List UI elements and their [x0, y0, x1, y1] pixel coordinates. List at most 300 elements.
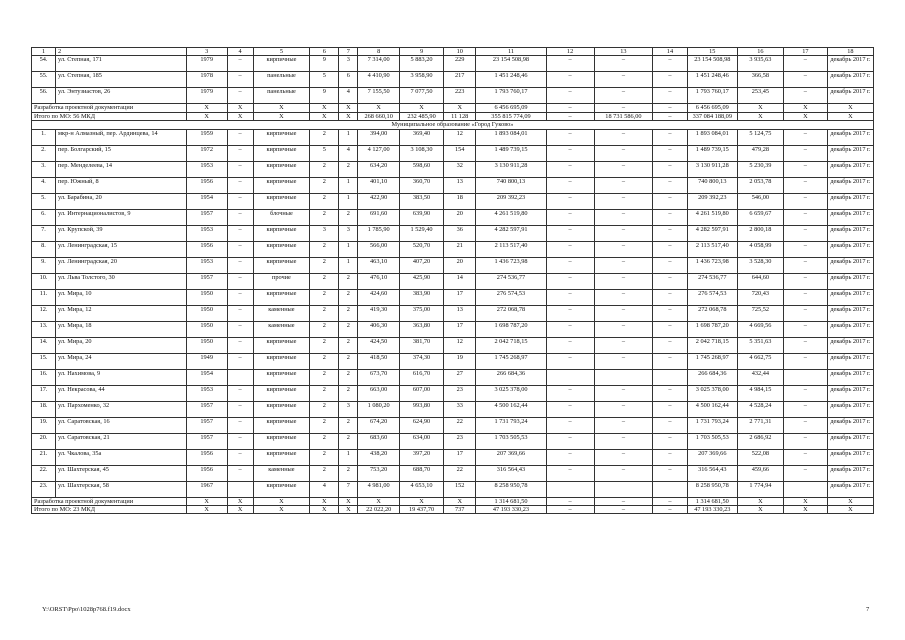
- table-cell: –: [653, 112, 688, 120]
- table-cell: 7 077,50: [400, 88, 444, 104]
- table-cell: [783, 369, 827, 385]
- table-cell: 2: [310, 449, 339, 465]
- table-cell: 253,45: [737, 88, 783, 104]
- table-cell: 23 154 508,98: [687, 56, 737, 72]
- table-cell: X: [310, 506, 339, 514]
- table-cell: 1957: [186, 433, 227, 449]
- table-cell: –: [594, 353, 653, 369]
- table-cell: 2: [339, 337, 358, 353]
- table-cell: –: [546, 433, 594, 449]
- table-cell: ул. Мира, 12: [56, 305, 187, 321]
- table-cell: 2: [310, 433, 339, 449]
- table-cell: 1950: [186, 289, 227, 305]
- table-cell: 1 436 723,98: [476, 257, 546, 273]
- table-cell: 1953: [186, 225, 227, 241]
- table-cell: 2: [339, 353, 358, 369]
- table-cell: X: [827, 497, 873, 505]
- table-cell: 1959: [186, 129, 227, 145]
- table-cell: ул. Шахтерская, 45: [56, 465, 187, 481]
- table-row: [32, 289, 874, 305]
- table-cell: 9: [400, 48, 444, 56]
- table-cell: 8.: [32, 241, 56, 257]
- table-row: [32, 273, 874, 289]
- table-cell: 644,60: [737, 273, 783, 289]
- table-cell: –: [783, 401, 827, 417]
- table-cell: 2: [310, 257, 339, 273]
- table-cell: –: [227, 72, 253, 88]
- table-cell: –: [227, 433, 253, 449]
- table-cell: –: [783, 129, 827, 145]
- table-cell: –: [783, 88, 827, 104]
- table-cell: 1 745 268,97: [687, 353, 737, 369]
- page-number: 7: [866, 606, 870, 613]
- table-cell: 17: [444, 321, 476, 337]
- table-cell: каменные: [253, 305, 309, 321]
- table-cell: –: [546, 209, 594, 225]
- table-cell: 2: [310, 161, 339, 177]
- table-row: [32, 369, 874, 385]
- table-cell: 21.: [32, 449, 56, 465]
- table-cell: –: [783, 433, 827, 449]
- table-cell: 2 042 718,15: [687, 337, 737, 353]
- table-cell: X: [783, 112, 827, 120]
- table-cell: 740 800,13: [687, 177, 737, 193]
- table-cell: 4 282 597,91: [687, 225, 737, 241]
- table-cell: 463,10: [358, 257, 400, 273]
- table-cell: кирпичные: [253, 161, 309, 177]
- design-docs-row: [32, 104, 874, 112]
- table-cell: –: [653, 417, 688, 433]
- table-cell: X: [186, 104, 227, 112]
- table-cell: X: [737, 104, 783, 112]
- table-cell: 337 084 188,09: [687, 112, 737, 120]
- table-cell: 316 564,43: [476, 465, 546, 481]
- table-cell: –: [653, 161, 688, 177]
- table-cell: 1972: [186, 145, 227, 161]
- table-cell: 1 314 681,50: [687, 497, 737, 505]
- table-cell: 1979: [186, 56, 227, 72]
- table-cell: кирпичные: [253, 369, 309, 385]
- table-cell: –: [546, 177, 594, 193]
- table-cell: 5 351,63: [737, 337, 783, 353]
- table-cell: 2: [310, 465, 339, 481]
- table-cell: [653, 481, 688, 497]
- table-cell: декабрь 2017 г.: [827, 129, 873, 145]
- table-cell: X: [186, 506, 227, 514]
- table-cell: 383,50: [400, 193, 444, 209]
- table-cell: 12.: [32, 305, 56, 321]
- table-cell: 624,90: [400, 417, 444, 433]
- table-cell: –: [594, 273, 653, 289]
- table-cell: X: [737, 506, 783, 514]
- table-cell: 1957: [186, 209, 227, 225]
- table-cell: 1.: [32, 129, 56, 145]
- table-cell: ул. Мира, 18: [56, 321, 187, 337]
- table-cell: 2: [310, 401, 339, 417]
- table-cell: 2 113 517,40: [687, 241, 737, 257]
- table-cell: декабрь 2017 г.: [827, 145, 873, 161]
- table-cell: 5: [310, 72, 339, 88]
- table-cell: –: [653, 209, 688, 225]
- table-cell: 1956: [186, 449, 227, 465]
- table-cell: X: [339, 112, 358, 120]
- table-cell: ул. Мира, 20: [56, 337, 187, 353]
- table-cell: 1 785,90: [358, 225, 400, 241]
- table-cell: 36: [444, 225, 476, 241]
- table-cell: 1950: [186, 305, 227, 321]
- table-cell: 2: [310, 369, 339, 385]
- table-cell: ул. Шахтерская, 58: [56, 481, 187, 497]
- table-cell: –: [546, 289, 594, 305]
- table-cell: прочие: [253, 273, 309, 289]
- table-cell: декабрь 2017 г.: [827, 433, 873, 449]
- table-cell: 1950: [186, 337, 227, 353]
- table-cell: –: [653, 129, 688, 145]
- table-cell: –: [594, 305, 653, 321]
- table-cell: 2: [310, 337, 339, 353]
- table-cell: 2: [339, 321, 358, 337]
- table-cell: –: [783, 465, 827, 481]
- table-cell: –: [594, 257, 653, 273]
- table-cell: 634,20: [358, 161, 400, 177]
- table-cell: 274 536,77: [476, 273, 546, 289]
- table-cell: 2: [310, 289, 339, 305]
- table-cell: ул. Интернационалистов, 9: [56, 209, 187, 225]
- table-row: [32, 145, 874, 161]
- table-cell: –: [594, 161, 653, 177]
- table-row: [32, 257, 874, 273]
- table-cell: пер. Болгарский, 15: [56, 145, 187, 161]
- table-cell: ул. Энтузиастов, 26: [56, 88, 187, 104]
- table-cell: 2: [339, 385, 358, 401]
- table-cell: декабрь 2017 г.: [827, 225, 873, 241]
- table-cell: декабрь 2017 г.: [827, 273, 873, 289]
- table-cell: 2: [339, 273, 358, 289]
- table-cell: кирпичные: [253, 257, 309, 273]
- table-cell: 2 042 718,15: [476, 337, 546, 353]
- table-cell: –: [783, 321, 827, 337]
- table-cell: 691,60: [358, 209, 400, 225]
- table-cell: 1 080,20: [358, 401, 400, 417]
- table-cell: 3: [339, 401, 358, 417]
- table-cell: –: [546, 225, 594, 241]
- table-cell: 47 193 330,23: [476, 506, 546, 514]
- total-row: [32, 112, 874, 120]
- table-cell: 2 800,18: [737, 225, 783, 241]
- table-cell: –: [227, 449, 253, 465]
- table-cell: 1: [339, 449, 358, 465]
- table-cell: X: [227, 104, 253, 112]
- table-cell: ул. Саратовская, 16: [56, 417, 187, 433]
- table-cell: –: [653, 193, 688, 209]
- table-cell: ул. Мира, 24: [56, 353, 187, 369]
- table-cell: –: [783, 417, 827, 433]
- table-cell: –: [653, 337, 688, 353]
- table-cell: 3: [339, 56, 358, 72]
- table-cell: –: [227, 241, 253, 257]
- table-cell: 18: [827, 48, 873, 56]
- table-cell: –: [594, 506, 653, 514]
- table-cell: –: [594, 104, 653, 112]
- table-cell: 1956: [186, 241, 227, 257]
- table-cell: X: [358, 497, 400, 505]
- table-cell: 17: [444, 449, 476, 465]
- table-row: [32, 305, 874, 321]
- table-cell: 3 130 911,28: [687, 161, 737, 177]
- table-header-row: [32, 48, 874, 56]
- table-cell: 1953: [186, 257, 227, 273]
- table-cell: –: [594, 385, 653, 401]
- table-cell: –: [546, 465, 594, 481]
- table-cell: 1: [32, 48, 56, 56]
- table-cell: –: [783, 161, 827, 177]
- table-cell: 418,50: [358, 353, 400, 369]
- table-cell: 1 731 793,24: [476, 417, 546, 433]
- table-cell: X: [783, 104, 827, 112]
- table-cell: –: [653, 257, 688, 273]
- table-cell: 663,00: [358, 385, 400, 401]
- table-cell: –: [653, 72, 688, 88]
- table-cell: X: [358, 104, 400, 112]
- table-cell: кирпичные: [253, 449, 309, 465]
- table-cell: –: [653, 497, 688, 505]
- table-cell: X: [827, 506, 873, 514]
- table-cell: –: [546, 497, 594, 505]
- table-cell: 1950: [186, 321, 227, 337]
- table-cell: –: [653, 353, 688, 369]
- table-cell: 674,20: [358, 417, 400, 433]
- table-cell: [546, 481, 594, 497]
- table-cell: 8 258 950,78: [476, 481, 546, 497]
- table-cell: –: [546, 506, 594, 514]
- table-cell: –: [783, 193, 827, 209]
- table-cell: X: [783, 497, 827, 505]
- table-cell: 19 437,70: [400, 506, 444, 514]
- table-cell: декабрь 2017 г.: [827, 305, 873, 321]
- table-cell: –: [546, 337, 594, 353]
- table-row: [32, 72, 874, 88]
- table-row: [32, 449, 874, 465]
- table-cell: 17.: [32, 385, 56, 401]
- table-cell: –: [783, 305, 827, 321]
- table-cell: 1 774,94: [737, 481, 783, 497]
- table-cell: 232 485,90: [400, 112, 444, 120]
- table-cell: 607,00: [400, 385, 444, 401]
- table-cell: 1957: [186, 417, 227, 433]
- municipality-row: [32, 121, 874, 129]
- table-cell: 3 935,63: [737, 56, 783, 72]
- table-cell: 9: [310, 56, 339, 72]
- table-cell: 4: [339, 145, 358, 161]
- table-cell: 2: [339, 369, 358, 385]
- table-row: [32, 209, 874, 225]
- table-cell: 394,00: [358, 129, 400, 145]
- table-cell: пер. Южный, 8: [56, 177, 187, 193]
- table-cell: 33: [444, 401, 476, 417]
- table-cell: 2: [339, 209, 358, 225]
- table-cell: 4: [339, 88, 358, 104]
- table-cell: 2: [310, 353, 339, 369]
- table-cell: 476,10: [358, 273, 400, 289]
- table-cell: 422,90: [358, 193, 400, 209]
- table-cell: X: [444, 497, 476, 505]
- table-cell: 5: [253, 48, 309, 56]
- table-cell: 2: [310, 385, 339, 401]
- table-cell: ул. Крупской, 39: [56, 225, 187, 241]
- table-cell: декабрь 2017 г.: [827, 72, 873, 88]
- table-cell: 993,80: [400, 401, 444, 417]
- table-cell: 152: [444, 481, 476, 497]
- table-cell: 266 684,36: [476, 369, 546, 385]
- table-cell: 737: [444, 506, 476, 514]
- table-cell: –: [227, 225, 253, 241]
- table-row: [32, 353, 874, 369]
- table-cell: 374,30: [400, 353, 444, 369]
- table-cell: X: [827, 104, 873, 112]
- table-cell: 1954: [186, 193, 227, 209]
- table-cell: кирпичные: [253, 241, 309, 257]
- table-cell: декабрь 2017 г.: [827, 417, 873, 433]
- table-cell: –: [653, 273, 688, 289]
- table-cell: X: [310, 104, 339, 112]
- table-cell: 401,10: [358, 177, 400, 193]
- table-cell: –: [653, 465, 688, 481]
- table-cell: 17: [783, 48, 827, 56]
- table-cell: 381,70: [400, 337, 444, 353]
- table-cell: 209 392,23: [476, 193, 546, 209]
- table-cell: декабрь 2017 г.: [827, 465, 873, 481]
- table-cell: –: [227, 145, 253, 161]
- table-cell: 3: [186, 48, 227, 56]
- municipality-title: Муниципальное образование «Город Гуково»: [32, 121, 874, 129]
- table-cell: 438,20: [358, 449, 400, 465]
- table-cell: 616,70: [400, 369, 444, 385]
- table-cell: 424,60: [358, 289, 400, 305]
- table-cell: –: [546, 353, 594, 369]
- table-cell: –: [653, 177, 688, 193]
- table-cell: пер. Менделеева, 14: [56, 161, 187, 177]
- table-cell: 673,70: [358, 369, 400, 385]
- table-cell: 10.: [32, 273, 56, 289]
- table-cell: –: [227, 56, 253, 72]
- table-cell: 1 451 248,46: [476, 72, 546, 88]
- table-cell: 2: [339, 433, 358, 449]
- table-cell: 1978: [186, 72, 227, 88]
- table-cell: 1957: [186, 273, 227, 289]
- table-cell: –: [227, 385, 253, 401]
- table-cell: 639,90: [400, 209, 444, 225]
- table-cell: [227, 369, 253, 385]
- table-cell: 4: [310, 481, 339, 497]
- table-cell: 14: [653, 48, 688, 56]
- table-cell: –: [783, 145, 827, 161]
- table-cell: кирпичные: [253, 56, 309, 72]
- table-cell: 18: [444, 193, 476, 209]
- table-cell: Итого по МО: 56 МКД: [32, 112, 187, 120]
- table-cell: 272 068,78: [476, 305, 546, 321]
- table-cell: 1 793 760,17: [476, 88, 546, 104]
- table-cell: –: [653, 449, 688, 465]
- table-cell: Итого по МО: 23 МКД: [32, 506, 187, 514]
- table-cell: –: [783, 449, 827, 465]
- table-cell: 407,20: [400, 257, 444, 273]
- table-cell: 4 669,56: [737, 321, 783, 337]
- table-cell: –: [594, 337, 653, 353]
- table-cell: 4 653,10: [400, 481, 444, 497]
- table-cell: ул. Ленинградская, 15: [56, 241, 187, 257]
- table-cell: 276 574,53: [687, 289, 737, 305]
- table-cell: 1 745 268,97: [476, 353, 546, 369]
- table-cell: 7 314,00: [358, 56, 400, 72]
- table-cell: декабрь 2017 г.: [827, 88, 873, 104]
- table-cell: 2: [310, 193, 339, 209]
- table-row: [32, 241, 874, 257]
- table-cell: 3 528,30: [737, 257, 783, 273]
- table-cell: [594, 369, 653, 385]
- table-cell: X: [253, 506, 309, 514]
- table-cell: X: [227, 506, 253, 514]
- table-cell: 4 662,75: [737, 353, 783, 369]
- table-cell: –: [594, 465, 653, 481]
- table-cell: 355 815 774,09: [476, 112, 546, 120]
- table-cell: декабрь 2017 г.: [827, 56, 873, 72]
- table-cell: –: [546, 257, 594, 273]
- table-cell: –: [546, 88, 594, 104]
- table-cell: X: [339, 497, 358, 505]
- table-cell: –: [227, 209, 253, 225]
- table-cell: 7: [339, 481, 358, 497]
- table-cell: X: [186, 497, 227, 505]
- table-cell: 634,00: [400, 433, 444, 449]
- table-cell: 268 660,10: [358, 112, 400, 120]
- table-cell: каменные: [253, 465, 309, 481]
- table-cell: 272 068,78: [687, 305, 737, 321]
- table-cell: декабрь 2017 г.: [827, 321, 873, 337]
- table-cell: –: [227, 353, 253, 369]
- table-cell: 4.: [32, 177, 56, 193]
- table-cell: 4 261 519,80: [687, 209, 737, 225]
- table-row: [32, 321, 874, 337]
- table-cell: ул. Мира, 10: [56, 289, 187, 305]
- table-cell: 15: [687, 48, 737, 56]
- table-cell: –: [783, 56, 827, 72]
- table-cell: панельные: [253, 72, 309, 88]
- table-cell: каменные: [253, 321, 309, 337]
- table-cell: –: [653, 225, 688, 241]
- table-cell: [546, 369, 594, 385]
- table-cell: –: [653, 433, 688, 449]
- table-cell: X: [310, 497, 339, 505]
- table-cell: 1: [339, 193, 358, 209]
- table-cell: 19: [444, 353, 476, 369]
- table-cell: X: [783, 506, 827, 514]
- table-cell: 2.: [32, 145, 56, 161]
- table-cell: 383,90: [400, 289, 444, 305]
- table-cell: X: [400, 497, 444, 505]
- table-cell: 1953: [186, 385, 227, 401]
- table-cell: 2: [339, 161, 358, 177]
- table-cell: 2: [310, 241, 339, 257]
- table-cell: –: [546, 145, 594, 161]
- table-cell: X: [227, 497, 253, 505]
- table-cell: 18.: [32, 401, 56, 417]
- table-cell: –: [546, 56, 594, 72]
- table-cell: 2: [310, 321, 339, 337]
- table-cell: –: [227, 88, 253, 104]
- table-cell: 366,58: [737, 72, 783, 88]
- table-cell: 276 574,53: [476, 289, 546, 305]
- table-cell: 4 282 597,91: [476, 225, 546, 241]
